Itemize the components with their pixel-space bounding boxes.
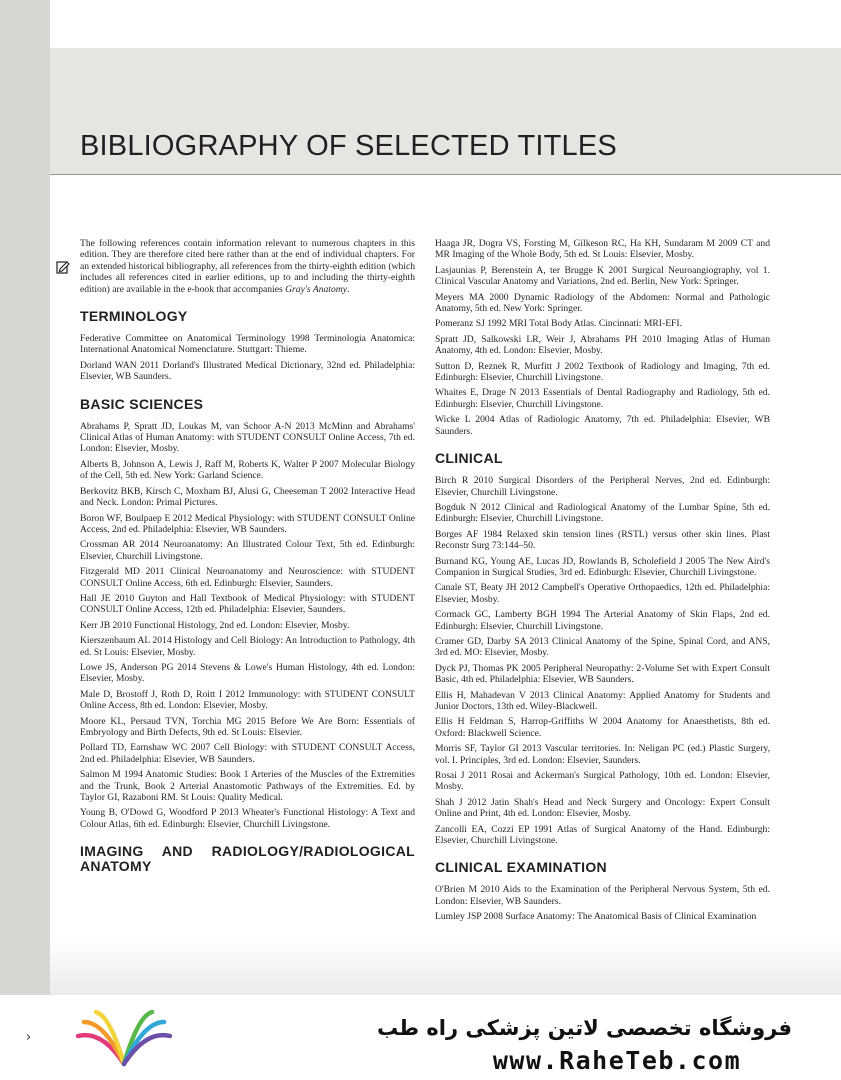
reference-item: Moore KL, Persaud TVN, Torchia MG 2015 Before We Are Born: Essentials of Embryology and Birth Defects, 9th ed. St Louis: Elsevier.	[80, 715, 415, 738]
reference-item: Meyers MA 2000 Dynamic Radiology of the Abdomen: Normal and Pathologic Anatomy, 5th ed. New York: Springer.	[435, 291, 770, 315]
store-url-link[interactable]: www.RaheTeb.com	[492, 1046, 742, 1075]
reference-item: Federative Committee on Anatomical Terminology 1998 Terminologia Anatomica: International Anatomical Nomenclature. Stuttgart: Thieme.	[80, 333, 415, 356]
reference-item: Birch R 2010 Surgical Disorders of the Peripheral Nerves, 2nd ed. Edinburgh: Elsevier, Churchill Livingstone.	[435, 475, 770, 498]
reference-item: Rosai J 2011 Rosai and Ackerman's Surgical Pathology, 10th ed. London: Elsevier, Mosby.	[435, 770, 770, 793]
reference-item: Young B, O'Dowd G, Woodford P 2013 Wheater's Functional Histology: A Text and Colour Atlas, 6th ed. Edinburgh: Elsevier, Churchill Livingstone.	[80, 807, 415, 830]
reference-item: Whaites E, Drage N 2013 Essentials of Dental Radiography and Radiology, 5th ed. Edinburgh: Elsevier, Churchill Livingstone.	[435, 387, 770, 410]
reference-item: Crossman AR 2014 Neuroanatomy: An Illustrated Colour Text, 5th ed. Edinburgh: Elsevier, Churchill Livingstone.	[80, 539, 415, 562]
open-book-rainbow-logo-icon	[72, 1008, 176, 1072]
reference-item: Dyck PJ, Thomas PK 2005 Peripheral Neuropathy: 2-Volume Set with Expert Consult Basic, 4th ed. Philadelphia: Elsevier, WB Saunders.	[435, 662, 770, 686]
reference-item: Sutton D, Reznek R, Murfitt J 2002 Textbook of Radiology and Imaging, 7th ed. Edinburgh: Elsevier, Churchill Livingstone.	[435, 360, 770, 384]
page-title: BIBLIOGRAPHY OF SELECTED TITLES	[80, 130, 617, 162]
reference-item: Fitzgerald MD 2011 Clinical Neuroanatomy and Neuroscience: with STUDENT CONSULT Online Access, 6th ed. Edinburgh: Elsevier, Saunders.	[80, 566, 415, 589]
reference-item: Lowe JS, Anderson PG 2014 Stevens & Lowe's Human Histology, 4th ed. London: Elsevier, Mosby.	[80, 661, 415, 685]
reference-item: Zancolli EA, Cozzi EP 1991 Atlas of Surgical Anatomy of the Hand. Edinburgh: Elsevier, Churchill Livingstone.	[435, 823, 770, 847]
reference-item: Abrahams P, Spratt JD, Loukas M, van Schoor A-N 2013 McMinn and Abrahams' Clinical Atlas of Human Anatomy: with STUDENT CONSULT Online Access, 7th ed. London: Elsevier, Mosby.	[80, 420, 415, 455]
store-name: فروشگاه تخصصی لاتین پزشکی راه طب	[377, 1016, 792, 1040]
intro-paragraph	[80, 238, 415, 295]
reference-item: Morris SF, Taylor GI 2013 Vascular territories. In: Neligan PC (ed.) Plastic Surgery, vol. I. Principles, 3rd ed. London: Elsevier, Saunders.	[435, 743, 770, 766]
page-spine	[0, 0, 50, 995]
reference-item: Shah J 2012 Jatin Shah's Head and Neck Surgery and Oncology: Expert Consult Online and Print, 4th ed. London: Elsevier, Mosby.	[435, 796, 770, 820]
reference-item: Salmon M 1994 Anatomic Studies: Book 1 Arteries of the Muscles of the Extremities and the Trunk, Book 2 Arterial Anastomotic Pathways of the Extremities. Ed. by Taylor GI, Razaboni RM. St Louis: Quality Medical.	[80, 769, 415, 804]
ebook-note-icon	[56, 260, 70, 274]
reference-item: Hall JE 2010 Guyton and Hall Textbook of Medical Physiology: with STUDENT CONSULT Online Access, 12th ed. Philadelphia: Elsevier, Saunders.	[80, 592, 415, 616]
heading-clinical-examination: CLINICAL EXAMINATION	[435, 859, 607, 876]
intro-book-title: Gray's Anatomy	[285, 283, 347, 295]
intro-text: The following references contain information relevant to numerous chapters in this edition. They are therefore cited here rather than at the end of individual chapters. For an extended historical bibliography, all references from the thirty-eighth edition (which includes all references cited in earlier editions, up to and including the thirty-eighth edition) are available in the e-book that accompanies	[80, 238, 415, 295]
reference-item: Cramer GD, Darby SA 2013 Clinical Anatomy of the Spine, Spinal Cord, and ANS, 3rd ed. MO: Elsevier, Mosby.	[435, 635, 770, 659]
page-turn-marker[interactable]: ›	[26, 1030, 32, 1045]
left-column	[80, 238, 415, 883]
reference-item: Wicke L 2004 Atlas of Radiologic Anatomy, 7th ed. Philadelphia: Elsevier, WB Saunders.	[435, 414, 770, 437]
reference-item: Kerr JB 2010 Functional Histology, 2nd ed. London: Elsevier, Mosby.	[80, 619, 350, 631]
heading-imaging-radiology: IMAGING AND RADIOLOGY/RADIOLOGICAL ANATOMY	[80, 843, 415, 875]
reference-item: Kierszenbaum AL 2014 Histology and Cell Biology: An Introduction to Pathology, 4th ed. St Louis: Elsevier, Mosby.	[80, 635, 415, 658]
reference-item: Berkovitz BKB, Kirsch C, Moxham BJ, Alusi G, Cheeseman T 2002 Interactive Head and Neck. London: Primal Pictures.	[80, 485, 415, 509]
reference-item: Pollard TD, Earnshaw WC 2007 Cell Biology: with STUDENT CONSULT Access, 2nd ed. Philadelphia: Elsevier, WB Saunders.	[80, 742, 415, 765]
reference-item: Haaga JR, Dogra VS, Forsting M, Gilkeson RC, Ha KH, Sundaram M 2009 CT and MR Imaging of the Whole Body, 5th ed. St Louis: Elsevier, Mosby.	[435, 238, 770, 261]
reference-item: Boron WF, Boulpaep E 2012 Medical Physiology: with STUDENT CONSULT Online Access, 2nd ed. Philadelphia: Elsevier, WB Saunders.	[80, 512, 415, 535]
reference-item: O'Brien M 2010 Aids to the Examination of the Peripheral Nervous System, 5th ed. London: Elsevier, WB Saunders.	[435, 884, 770, 907]
reference-item: Cormack GC, Lamberty BGH 1994 The Arterial Anatomy of Skin Flaps, 2nd ed. Edinburgh: Elsevier, Churchill Livingstone.	[435, 609, 770, 632]
right-column	[435, 238, 770, 994]
reference-item: Burnand KG, Young AE, Lucas JD, Rowlands B, Scholefield J 2005 The New Aird's Companion in Surgical Studies, 3rd ed. Edinburgh: Elsevier, Churchill Livingstone.	[435, 555, 770, 578]
reference-item: Ellis H Feldman S, Harrop-Griffiths W 2004 Anatomy for Anaesthetists, 8th ed. Oxford: Blackwell Science.	[435, 716, 770, 739]
intro-end: .	[346, 283, 350, 295]
heading-terminology: TERMINOLOGY	[80, 308, 188, 325]
heading-basic-sciences: BASIC SCIENCES	[80, 395, 204, 412]
reference-item: Spratt JD, Salkowski LR, Weir J, Abrahams PH 2010 Imaging Atlas of Human Anatomy, 4th ed. London: Elsevier, Mosby.	[435, 333, 770, 357]
reference-item: Alberts B, Johnson A, Lewis J, Raff M, Roberts K, Walter P 2007 Molecular Biology of the Cell, 5th ed. New York: Garland Science.	[80, 458, 415, 482]
reference-item: Lumley JSP 2008 Surface Anatomy: The Anatomical Basis of Clinical Examination	[435, 911, 757, 923]
reference-item: Pomeranz SJ 1992 MRI Total Body Atlas. Cincinnati: MRI-EFI.	[435, 318, 682, 330]
reference-item: Canale ST, Beaty JH 2012 Campbell's Operative Orthopaedics, 12th ed. Philadelphia: Elsevier, Mosby.	[435, 582, 770, 605]
reference-item: Lasjaunias P, Berenstein A, ter Brugge K 2001 Surgical Neuroangiography, vol 1. Clinical Vascular Anatomy and Variations, 2nd ed. Berlin, New York: Springer.	[435, 264, 770, 288]
reference-item: Borges AF 1984 Relaxed skin tension lines (RSTL) versus other skin lines. Plast Reconstr Surg 73:144–50.	[435, 528, 770, 552]
reference-item: Bogduk N 2012 Clinical and Radiological Anatomy of the Lumbar Spine, 5th ed. Edinburgh: Elsevier, Churchill Livingstone.	[435, 501, 770, 525]
reference-item: Ellis H, Mahadevan V 2013 Clinical Anatomy: Applied Anatomy for Students and Junior Doctors, 13th ed. Wiley-Blackwell.	[435, 689, 770, 712]
reference-item: Male D, Brostoff J, Roth D, Roitt I 2012 Immunology: with STUDENT CONSULT Online Access, 8th ed. London: Elsevier, Mosby.	[80, 688, 415, 712]
reference-item: Dorland WAN 2011 Dorland's Illustrated Medical Dictionary, 32nd ed. Philadelphia: Elsevier, WB Saunders.	[80, 359, 415, 383]
heading-clinical: CLINICAL	[435, 450, 503, 467]
